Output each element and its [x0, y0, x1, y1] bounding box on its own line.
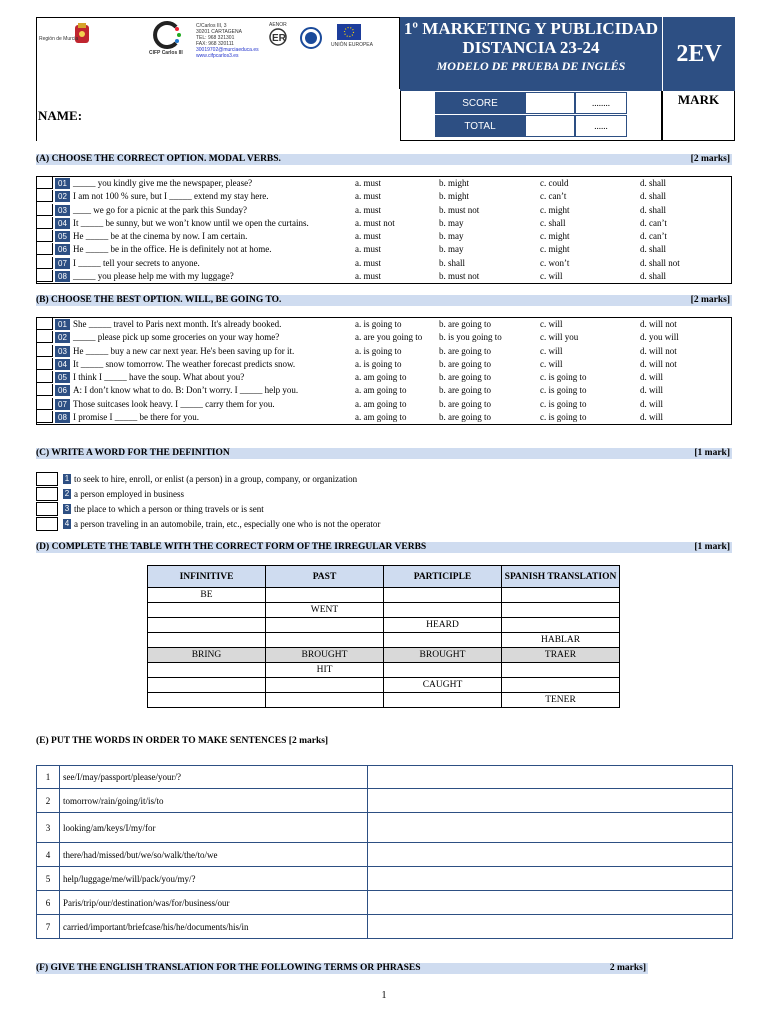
option-b[interactable]: b. are going to [439, 412, 491, 423]
eu-text: UNIÓN EUROPEA [331, 42, 373, 48]
option-b[interactable]: b. might [439, 191, 470, 202]
option-a[interactable]: a. must [355, 257, 381, 268]
option-c[interactable]: c. will [540, 319, 563, 329]
table-cell: BROUGHT [384, 648, 502, 663]
question-number: 01 [55, 319, 70, 330]
option-a[interactable]: a. must [355, 191, 381, 202]
question-number: 07 [55, 399, 70, 410]
question-row [37, 257, 731, 270]
table-row [37, 813, 733, 843]
address-line: C/Carlos III, 3 [196, 23, 227, 29]
option-c[interactable]: c. will you [540, 332, 579, 343]
scrambled-words: looking/am/keys/I/my/for [60, 813, 368, 843]
table-cell: BE [148, 588, 266, 603]
definition-text: a person employed in business [74, 489, 184, 499]
answer-box[interactable] [37, 384, 53, 396]
section-b-header [36, 295, 732, 306]
option-c[interactable]: c. might [540, 204, 570, 215]
option-b[interactable]: b. might [439, 178, 470, 188]
definition-text: to seek to hire, enroll, or enlist (a person) in a group, company, or organization [74, 474, 358, 484]
sentence-number: 2 [37, 789, 60, 813]
address-line: www.cifpcarlos3.es [196, 53, 239, 59]
section-d-header [36, 542, 732, 553]
answer-box[interactable] [36, 517, 58, 531]
option-a[interactable]: a. must [355, 231, 381, 242]
option-d[interactable]: d. shall not [640, 257, 680, 268]
option-d[interactable]: d. shall [640, 178, 666, 188]
answer-cell[interactable] [368, 891, 733, 915]
option-d[interactable]: d. can’t [640, 217, 667, 228]
scrambled-words: Paris/trip/our/destination/was/for/business/our [60, 891, 368, 915]
table-row [148, 648, 620, 663]
sentence-number: 7 [37, 915, 60, 939]
question-text: It _____ snow tomorrow. The weather forecast predicts snow. [73, 358, 296, 369]
mark-label: MARK [677, 92, 720, 107]
option-c[interactable]: c. shall [540, 217, 566, 228]
table-row [148, 603, 620, 618]
sentences-body [37, 766, 733, 939]
address-line: 30201 CARTAGENA [196, 29, 242, 35]
question-row [37, 331, 731, 344]
option-c[interactable]: c. is going to [540, 385, 587, 396]
question-text: I promise I _____ be there for you. [73, 412, 199, 423]
option-c[interactable]: c. is going to [540, 412, 587, 423]
question-row [37, 177, 731, 190]
answer-cell[interactable] [368, 843, 733, 867]
answer-box[interactable] [37, 270, 53, 282]
option-d[interactable]: d. can’t [640, 231, 667, 242]
sentence-number: 3 [37, 813, 60, 843]
option-d[interactable]: d. will [640, 412, 664, 423]
score-area [400, 91, 662, 141]
answer-box[interactable] [37, 371, 53, 383]
section-b-list [36, 317, 732, 425]
question-number: 06 [55, 244, 70, 255]
table-row [148, 618, 620, 633]
question-number: 06 [55, 385, 70, 396]
answer-box[interactable] [37, 331, 53, 343]
table-cell: BROUGHT [266, 648, 384, 663]
answer-box[interactable] [37, 257, 53, 269]
question-row [37, 411, 731, 424]
title-banner [400, 17, 662, 91]
table-cell[interactable] [148, 603, 266, 618]
eu-logo [329, 42, 375, 48]
sentence-number: 1 [37, 766, 60, 789]
option-d[interactable]: d. you will [640, 332, 679, 343]
question-row [37, 318, 731, 331]
scrambled-words: there/had/missed/but/we/so/walk/the/to/we [60, 843, 368, 867]
answer-cell[interactable] [368, 789, 733, 813]
option-a[interactable]: a. is going to [355, 358, 402, 369]
option-b[interactable]: b. must not [439, 204, 480, 215]
answer-box[interactable] [37, 217, 53, 229]
question-row [37, 384, 731, 397]
section-f-title: (F) GIVE THE ENGLISH TRANSLATION FOR THE FOLLOWING TERMS OR PHRASES [36, 963, 421, 973]
logo-strip [36, 17, 400, 89]
question-text: _____ please pick up some groceries on your way home? [73, 332, 280, 343]
scrambled-words: tomorrow/rain/going/it/is/to [60, 789, 368, 813]
answer-box[interactable] [37, 243, 53, 255]
option-d[interactable]: d. shall [640, 271, 666, 282]
definition-text: a person traveling in an automobile, train, etc., especially one who is not the operator [74, 519, 381, 529]
question-row [37, 204, 731, 217]
option-a[interactable]: a. is going to [355, 319, 402, 329]
table-cell[interactable] [266, 588, 384, 603]
total-label: TOTAL [435, 115, 525, 137]
option-b[interactable]: b. shall [439, 257, 465, 268]
er-icon [267, 20, 289, 61]
scrambled-words: carried/important/briefcase/his/he/documents/his/in [60, 915, 368, 939]
table-row [148, 633, 620, 648]
question-number: 08 [55, 271, 70, 282]
option-a[interactable]: a. must [355, 244, 381, 255]
question-number: 01 [55, 178, 70, 189]
option-c[interactable]: c. could [540, 178, 569, 188]
option-c[interactable]: c. might [540, 244, 570, 255]
question-text: _____ you kindly give me the newspaper, please? [73, 178, 253, 188]
table-cell[interactable] [384, 663, 502, 678]
answer-box[interactable] [37, 230, 53, 242]
table-cell: TENER [502, 693, 620, 708]
table-row [37, 891, 733, 915]
question-text: He _____ be in the office. He is definitely not at home. [73, 244, 272, 255]
table-cell[interactable] [148, 618, 266, 633]
option-b[interactable]: b. must not [439, 271, 480, 282]
section-f-marks: 2 marks] [609, 963, 646, 973]
question-number: 04 [55, 218, 70, 229]
option-a[interactable]: a. must [355, 178, 381, 188]
option-d[interactable]: d. will not [640, 345, 677, 356]
aenor-text: AENOR [269, 22, 287, 28]
option-a[interactable]: a. must [355, 271, 381, 282]
question-text: It _____ be sunny, but we won’t know until we open the curtains. [73, 217, 309, 228]
evaluation-badge: 2EV [662, 17, 735, 91]
region-murcia-text: Región de Murcia [39, 36, 79, 42]
option-b[interactable]: b. are going to [439, 358, 491, 369]
answer-box[interactable] [37, 345, 53, 357]
table-row [37, 766, 733, 789]
answer-box[interactable] [37, 190, 53, 202]
section-c-marks: [1 mark] [694, 448, 730, 458]
section-f-header [36, 963, 648, 974]
answer-box[interactable] [36, 472, 58, 486]
sentence-number: 6 [37, 891, 60, 915]
answer-cell[interactable] [368, 915, 733, 939]
region-murcia-logo [39, 36, 159, 42]
question-row [37, 371, 731, 384]
table-cell[interactable] [148, 633, 266, 648]
table-cell: WENT [266, 603, 384, 618]
section-c-header [36, 448, 732, 459]
question-text: A: I don’t know what to do. B: Don’t worry. I _____ help you. [73, 385, 299, 396]
option-b[interactable]: b. are going to [439, 319, 491, 329]
section-a-header [36, 154, 732, 165]
table-cell[interactable] [148, 678, 266, 693]
sentences-table [36, 765, 733, 939]
question-number: 04 [55, 359, 70, 370]
course-title: 1º MARKETING Y PUBLICIDAD DISTANCIA 23-24 [403, 19, 659, 57]
option-a[interactable]: a. am going to [355, 412, 407, 423]
question-number: 02 [55, 191, 70, 202]
cifp-logo [149, 50, 183, 56]
table-cell[interactable] [266, 618, 384, 633]
definition-number: 2 [64, 489, 70, 498]
option-a[interactable]: a. must [355, 204, 381, 215]
option-d[interactable]: d. will [640, 385, 664, 396]
answer-box[interactable] [37, 318, 53, 330]
option-b[interactable]: b. are going to [439, 345, 491, 356]
page-number: 1 [381, 990, 387, 1001]
address-line: FAX: 968 320111 [196, 41, 234, 47]
score-label: SCORE [435, 92, 525, 114]
svg-text:ER: ER [272, 33, 286, 44]
option-c[interactable]: c. will [540, 358, 563, 369]
answer-box[interactable] [37, 358, 53, 370]
section-b-title: (B) CHOOSE THE BEST OPTION. WILL, BE GOING TO. [36, 295, 282, 305]
table-row [37, 789, 733, 813]
section-e-header [36, 736, 328, 746]
table-cell: BRING [148, 648, 266, 663]
section-d-marks: [1 mark] [694, 542, 730, 552]
option-a[interactable]: a. am going to [355, 372, 407, 383]
option-c[interactable]: c. might [540, 231, 570, 242]
answer-box[interactable] [37, 204, 53, 216]
table-cell[interactable] [502, 663, 620, 678]
table-cell: HEARD [384, 618, 502, 633]
score-input[interactable] [525, 92, 575, 114]
table-cell[interactable] [148, 663, 266, 678]
answer-box[interactable] [36, 487, 58, 501]
section-a-title: (A) CHOOSE THE CORRECT OPTION. MODAL VERBS. [36, 154, 281, 164]
option-a[interactable]: a. am going to [355, 385, 407, 396]
seal-icon [299, 26, 323, 55]
table-row [37, 843, 733, 867]
definition-number: 3 [64, 504, 70, 513]
section-e-title: (E) PUT THE WORDS IN ORDER TO MAKE SENTENCES [2 marks] [36, 736, 329, 746]
table-header-row [148, 566, 620, 588]
question-row [37, 345, 731, 358]
table-cell[interactable] [384, 603, 502, 618]
option-c[interactable]: c. is going to [540, 398, 587, 409]
option-d[interactable]: d. shall [640, 204, 666, 215]
question-number: 05 [55, 372, 70, 383]
answer-cell[interactable] [368, 813, 733, 843]
option-b[interactable]: b. may [439, 231, 464, 242]
table-cell[interactable] [384, 693, 502, 708]
question-text: She _____ travel to Paris next month. It's already booked. [73, 319, 282, 329]
table-cell[interactable] [502, 618, 620, 633]
definition-number: 1 [64, 474, 70, 483]
definition-number: 4 [64, 519, 70, 528]
answer-cell[interactable] [368, 766, 733, 789]
definition-text: the place to which a person or thing travels or is sent [74, 504, 264, 514]
table-cell: TRAER [502, 648, 620, 663]
table-cell[interactable] [384, 588, 502, 603]
question-row [37, 358, 731, 371]
option-c[interactable]: c. will [540, 271, 563, 282]
option-c[interactable]: c. will [540, 345, 563, 356]
column-header: PARTICIPLE [384, 566, 502, 588]
scrambled-words: see/I/may/passport/please/your/? [60, 766, 368, 789]
table-row [148, 588, 620, 603]
table-cell[interactable] [266, 678, 384, 693]
column-header: PAST [266, 566, 384, 588]
irregular-verbs-table [147, 565, 620, 708]
table-cell[interactable] [148, 693, 266, 708]
option-a[interactable]: a. is going to [355, 345, 402, 356]
option-d[interactable]: d. will not [640, 358, 677, 369]
question-number: 05 [55, 231, 70, 242]
option-d[interactable]: d. shall [640, 191, 666, 202]
question-row [37, 230, 731, 243]
sentence-number: 5 [37, 867, 60, 891]
option-a[interactable]: a. am going to [355, 398, 407, 409]
option-d[interactable]: d. will [640, 398, 664, 409]
option-b[interactable]: b. is you going to [439, 332, 502, 343]
name-area [36, 89, 400, 141]
table-cell[interactable] [384, 633, 502, 648]
table-row [148, 678, 620, 693]
option-a[interactable]: a. are you going to [355, 332, 423, 343]
address-line: 30019702@murciaeduca.es [196, 47, 259, 53]
answer-box[interactable] [36, 502, 58, 516]
question-row [37, 190, 731, 203]
table-cell[interactable] [266, 693, 384, 708]
sentence-number: 4 [37, 843, 60, 867]
question-number: 03 [55, 346, 70, 357]
option-b[interactable]: b. are going to [439, 385, 491, 396]
question-row [37, 398, 731, 411]
question-text: Those suitcases look heavy. I _____ carry them for you. [73, 398, 275, 409]
section-a-marks: [2 marks] [690, 154, 730, 164]
name-label: NAME: [38, 108, 83, 123]
total-dots: ...... [575, 115, 627, 137]
total-input[interactable] [525, 115, 575, 137]
question-number: 07 [55, 258, 70, 269]
score-dots: ........ [575, 92, 627, 114]
question-text: I am not 100 % sure, but I _____ extend my stay here. [73, 191, 269, 202]
table-cell[interactable] [502, 678, 620, 693]
answer-box[interactable] [37, 398, 53, 410]
option-d[interactable]: d. will [640, 372, 664, 383]
school-address [196, 23, 259, 59]
table-cell[interactable] [502, 588, 620, 603]
address-line: TEL: 968 321301 [196, 35, 235, 41]
section-c-title: (C) WRITE A WORD FOR THE DEFINITION [36, 448, 230, 458]
cifp-text: CIFP Carlos III [149, 50, 183, 56]
table-cell: HIT [266, 663, 384, 678]
question-text: _____ you please help me with my luggage? [73, 271, 234, 282]
table-row [148, 663, 620, 678]
answer-box[interactable] [37, 411, 53, 423]
table-cell[interactable] [502, 603, 620, 618]
scrambled-words: help/luggage/me/will/pack/you/my/? [60, 867, 368, 891]
answer-box[interactable] [37, 177, 53, 189]
table-row [37, 867, 733, 891]
question-number: 08 [55, 412, 70, 423]
table-row [37, 915, 733, 939]
question-row [37, 270, 731, 283]
section-a-list [36, 176, 732, 284]
question-number: 02 [55, 332, 70, 343]
option-c[interactable]: c. is going to [540, 372, 587, 383]
answer-cell[interactable] [368, 867, 733, 891]
exam-subtitle: MODELO DE PRUEBA DE INGLÉS [436, 59, 626, 73]
question-text: He _____ buy a new car next year. He's been saving up for it. [73, 345, 295, 356]
question-number: 03 [55, 205, 70, 216]
question-text: I think I _____ have the soup. What about you? [73, 372, 245, 383]
column-header: INFINITIVE [148, 566, 266, 588]
table-row [148, 693, 620, 708]
table-cell: CAUGHT [384, 678, 502, 693]
section-d-title: (D) COMPLETE THE TABLE WITH THE CORRECT FORM OF THE IRREGULAR VERBS [36, 542, 427, 552]
option-b[interactable]: b. are going to [439, 398, 491, 409]
mark-box [662, 91, 735, 141]
option-a[interactable]: a. must not [355, 217, 395, 228]
column-header: SPANISH TRANSLATION [502, 566, 620, 588]
verbs-body [148, 588, 620, 708]
question-text: He _____ be at the cinema by now. I am certain. [73, 231, 248, 242]
option-b[interactable]: b. are going to [439, 372, 491, 383]
option-c[interactable]: c. can’t [540, 191, 567, 202]
question-text: I _____ tell your secrets to anyone. [73, 257, 200, 268]
question-row [37, 217, 731, 230]
table-cell[interactable] [266, 633, 384, 648]
option-d[interactable]: d. will not [640, 319, 677, 329]
option-c[interactable]: c. won’t [540, 257, 570, 268]
table-cell: HABLAR [502, 633, 620, 648]
option-b[interactable]: b. may [439, 244, 464, 255]
section-b-marks: [2 marks] [690, 295, 730, 305]
option-d[interactable]: d. shall [640, 244, 666, 255]
question-text: ____ we go for a picnic at the park this Sunday? [73, 204, 247, 215]
question-row [37, 243, 731, 256]
option-b[interactable]: b. may [439, 217, 464, 228]
